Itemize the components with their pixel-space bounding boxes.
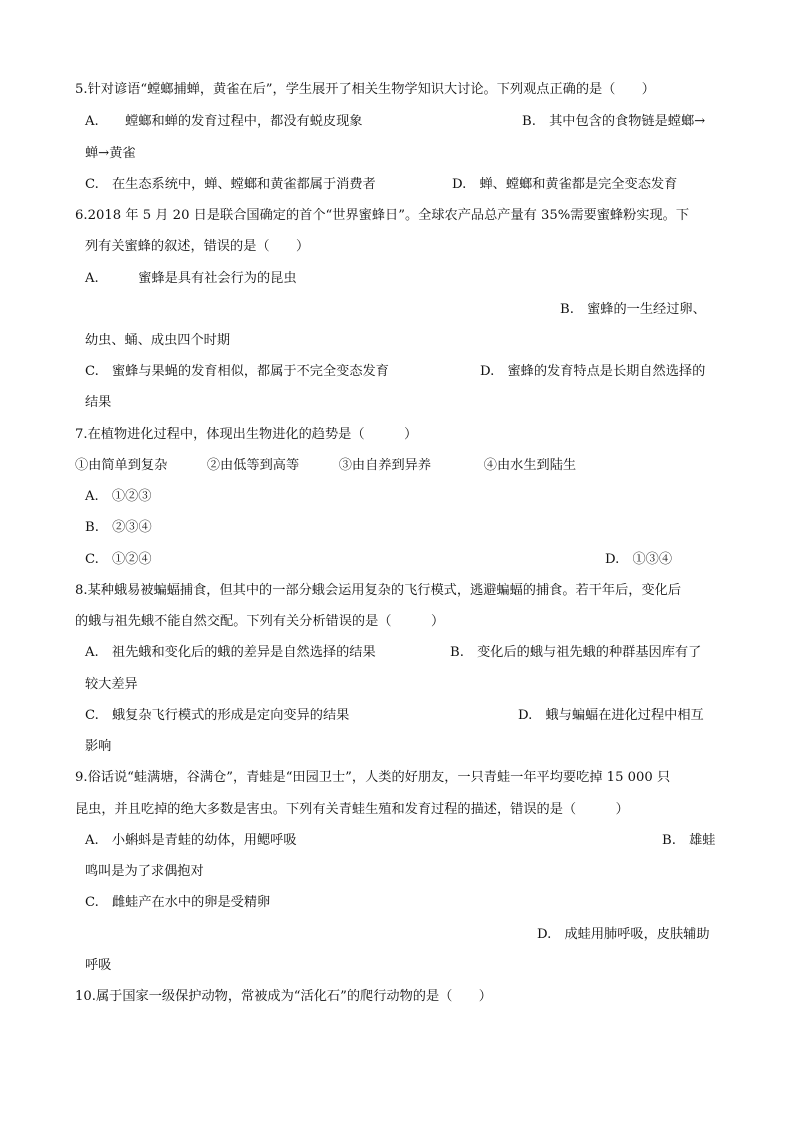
text-line: B. 蜜蜂的一生经过卵、 <box>560 302 706 317</box>
text-line: 结果 <box>85 395 112 410</box>
text-line: 9.俗话说“蛙满塘，谷满仓”，青蛙是“田园卫士”，人类的好朋友，一只青蛙一年平均要吃掉 15 000 只 <box>75 770 671 785</box>
text-line: A. 螳螂和蝉的发育过程中，都没有蜕皮现象 <box>85 114 363 129</box>
text-line: ①由简单到复杂 ②由低等到高等 ③由自养到异养 ④由水生到陆生 <box>75 458 577 473</box>
text-line: A. 蜜蜂是具有社会行为的昆虫 <box>85 271 297 286</box>
text-line: B. 其中包含的食物链是螳螂→ <box>522 114 706 129</box>
text-line: D. 蝉、螳螂和黄雀都是完全变态发育 <box>452 177 678 192</box>
text-line: D. ①③④ <box>605 552 673 567</box>
text-line: A. 小蝌蚪是青蛙的幼体，用鳃呼吸 <box>85 833 297 848</box>
text-line: 影响 <box>85 739 112 754</box>
text-line: D. 成蛙用肺呼吸，皮肤辅助 <box>537 927 710 942</box>
text-line: 蝉→黄雀 <box>85 146 136 161</box>
text-line: 鸣叫是为了求偶抱对 <box>85 864 204 879</box>
text-line: B. 雄蛙 <box>662 833 716 848</box>
text-line: C. 雌蛙产在水中的卵是受精卵 <box>85 895 271 910</box>
text-line: 8.某种蛾易被蝙蝠捕食，但其中的一部分蛾会运用复杂的飞行模式，逃避蝙蝠的捕食。若干年后，变化后 <box>75 583 682 598</box>
text-line: D. 蜜蜂的发育特点是长期自然选择的 <box>480 364 706 379</box>
text-line: 呼吸 <box>85 958 112 973</box>
text-line: C. 蛾复杂飞行模式的形成是定向变异的结果 <box>85 708 350 723</box>
text-line: C. 在生态系统中，蝉、螳螂和黄雀都属于消费者 <box>85 177 376 192</box>
text-line: 7.在植物进化过程中，体现出生物进化的趋势是（ ） <box>75 427 418 442</box>
text-line: A. ①②③ <box>85 489 152 504</box>
text-line: A. 祖先蛾和变化后的蛾的差异是自然选择的结果 <box>85 645 376 660</box>
text-line: 幼虫、蛹、成虫四个时期 <box>85 333 231 348</box>
text-line: B. 变化后的蛾与祖先蛾的种群基因库有了 <box>450 645 702 660</box>
text-line: 较大差异 <box>85 677 138 692</box>
text-line: 的蛾与祖先蛾不能自然交配。下列有关分析错误的是（ ） <box>75 614 445 629</box>
text-line: B. ②③④ <box>85 520 152 535</box>
text-line: C. 蜜蜂与果蝇的发育相似，都属于不完全变态发育 <box>85 364 389 379</box>
text-line: D. 蛾与蝙蝠在进化过程中相互 <box>518 708 704 723</box>
text-line: 列有关蜜蜂的叙述，错误的是（ ） <box>85 239 310 254</box>
text-line: 6.2018 年 5 月 20 日是联合国确定的首个“世界蜜蜂日”。全球农产品总产量有 35%需要蜜蜂粉实现。下 <box>75 208 690 223</box>
text-line: 5.针对谚语“螳螂捕蝉，黄雀在后”，学生展开了相关生物学知识大讨论。下列观点正确的是（ ） <box>75 82 655 97</box>
text-line: 10.属于国家一级保护动物，常被成为“活化石”的爬行动物的是（ ） <box>75 989 492 1004</box>
text-line: C. ①②④ <box>85 552 152 567</box>
text-line: 昆虫，并且吃掉的绝大多数是害虫。下列有关青蛙生殖和发育过程的描述，错误的是（ ） <box>75 802 629 817</box>
